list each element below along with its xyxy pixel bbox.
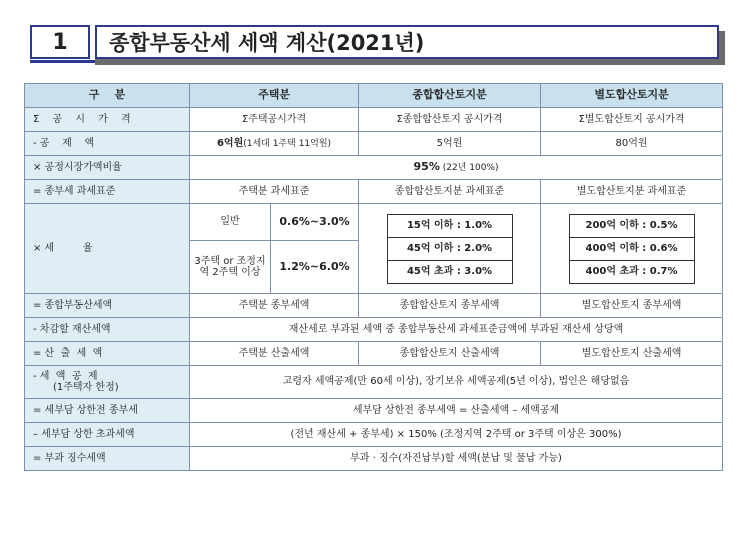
cell-house-tax-base: 주택분 과세표준: [190, 180, 359, 204]
cell-separate-tax-base: 별도합산토지분 과세표준: [541, 180, 723, 204]
combined-rate-2: 45억 이하 : 2.0%: [388, 237, 512, 260]
row-label-comprehensive-tax: = 종합부동산세액: [25, 294, 190, 318]
cell-house-comp-tax: 주택분 종부세액: [190, 294, 359, 318]
cell-combined-deduction: 5억원: [359, 132, 541, 156]
row-label-tax-rate: × 세 율: [25, 204, 190, 294]
page-title: 종합부동산세 세액 계산(2021년): [95, 25, 719, 59]
cell-separate-comp-tax: 별도합산토지 종부세액: [541, 294, 723, 318]
table-row: [25, 342, 723, 366]
cell-multi-rate: 1.2%~6.0%: [271, 241, 359, 294]
cell-separate-deduction: 80억원: [541, 132, 723, 156]
separate-rate-3: 400억 초과 : 0.7%: [570, 260, 694, 283]
header-separate-land: 별도합산토지분: [541, 84, 723, 108]
row-label-assessed-value: Σ 공 시 가 격: [25, 108, 190, 132]
cell-property-tax: 재산세로 부과된 세액 중 종합부동산세 과세표준금액에 부과된 재산세 상당액: [190, 318, 723, 342]
table-row: [25, 180, 723, 204]
cell-combined-comp-tax: 종합합산토지 종부세액: [359, 294, 541, 318]
section-number: 1: [30, 25, 90, 59]
header-house: 주택분: [190, 84, 359, 108]
row-label-final-tax: = 부과 징수세액: [25, 447, 190, 471]
cell-combined-computed: 종합합산토지 산출세액: [359, 342, 541, 366]
cell-combined-tax-base: 종합합산토지분 과세표준: [359, 180, 541, 204]
combined-rate-1: 15억 이하 : 1.0%: [406, 219, 493, 231]
combined-rate-3: 45억 초과 : 3.0%: [388, 260, 512, 283]
row-label-property-tax: - 차감할 재산세액: [25, 318, 190, 342]
separate-rate-1: 200억 이하 : 0.5%: [585, 219, 678, 231]
house-deduction-amount: 6억원: [216, 137, 244, 149]
row-label-fmv-ratio: × 공정시장가액비율: [25, 156, 190, 180]
table-row: [25, 366, 723, 399]
row-label-tax-base: = 종부세 과세표준: [25, 180, 190, 204]
tax-credit-label: - 세 액 공 제: [33, 370, 98, 382]
cell-house-deduction: [190, 132, 359, 156]
row-label-deduction: - 공 제 액: [25, 132, 190, 156]
cell-combined-rates: [359, 204, 541, 294]
cell-separate-computed: 별도합산토지 산출세액: [541, 342, 723, 366]
table-row: [25, 423, 723, 447]
house-deduction-note: (1세대 1주택 11억원): [243, 138, 332, 149]
cell-general-label: 일반: [190, 204, 271, 241]
tax-calculation-table: [24, 83, 723, 471]
cell-final-tax: 부과 · 징수(자진납부)할 세액(분납 및 물납 가능): [190, 447, 723, 471]
table-row: [25, 132, 723, 156]
cell-over-cap-tax: (전년 재산세 + 종부세) × 150% (조정지역 2주택 or 3주택 이상은 300%): [190, 423, 723, 447]
cell-tax-credit: 고령자 세액공제(만 60세 이상), 장기보유 세액공제(5년 이상), 법인은 해당없음: [190, 366, 723, 399]
table-row: [25, 204, 723, 241]
cell-house-assessed: Σ주택공시가격: [190, 108, 359, 132]
table-row: [25, 318, 723, 342]
cell-pre-cap-tax: 세부담 상한전 종부세액 = 산출세액 – 세액공제: [190, 399, 723, 423]
table-header-row: [25, 84, 723, 108]
header-category: 구 분: [25, 84, 190, 108]
cell-separate-assessed: Σ별도합산토지 공시가격: [541, 108, 723, 132]
table-row: [25, 447, 723, 471]
row-label-tax-credit: [25, 366, 190, 399]
cell-combined-assessed: Σ종합합산토지 공시가격: [359, 108, 541, 132]
table-row: [25, 156, 723, 180]
row-label-computed-tax: = 산 출 세 액: [25, 342, 190, 366]
table-row: [25, 108, 723, 132]
fmv-ratio-value: 95%: [413, 160, 440, 174]
table-row: [25, 399, 723, 423]
cell-house-computed: 주택분 산출세액: [190, 342, 359, 366]
row-label-over-cap-tax: – 세부담 상한 초과세액: [25, 423, 190, 447]
cell-general-rate: 0.6%~3.0%: [271, 204, 359, 241]
tax-credit-sublabel: (1주택자 한정): [53, 382, 119, 393]
cell-fmv-ratio: [190, 156, 723, 180]
separate-rate-box: [569, 214, 695, 284]
cell-multi-label: 3주택 or 조정지역 2주택 이상: [190, 241, 271, 294]
header-combined-land: 종합합산토지분: [359, 84, 541, 108]
row-label-pre-cap-tax: = 세부담 상한전 종부세: [25, 399, 190, 423]
fmv-ratio-note: (22년 100%): [439, 163, 499, 174]
table-row: [25, 294, 723, 318]
combined-rate-box: [387, 214, 513, 284]
cell-separate-rates: [541, 204, 723, 294]
separate-rate-2: 400억 이하 : 0.6%: [570, 237, 694, 260]
